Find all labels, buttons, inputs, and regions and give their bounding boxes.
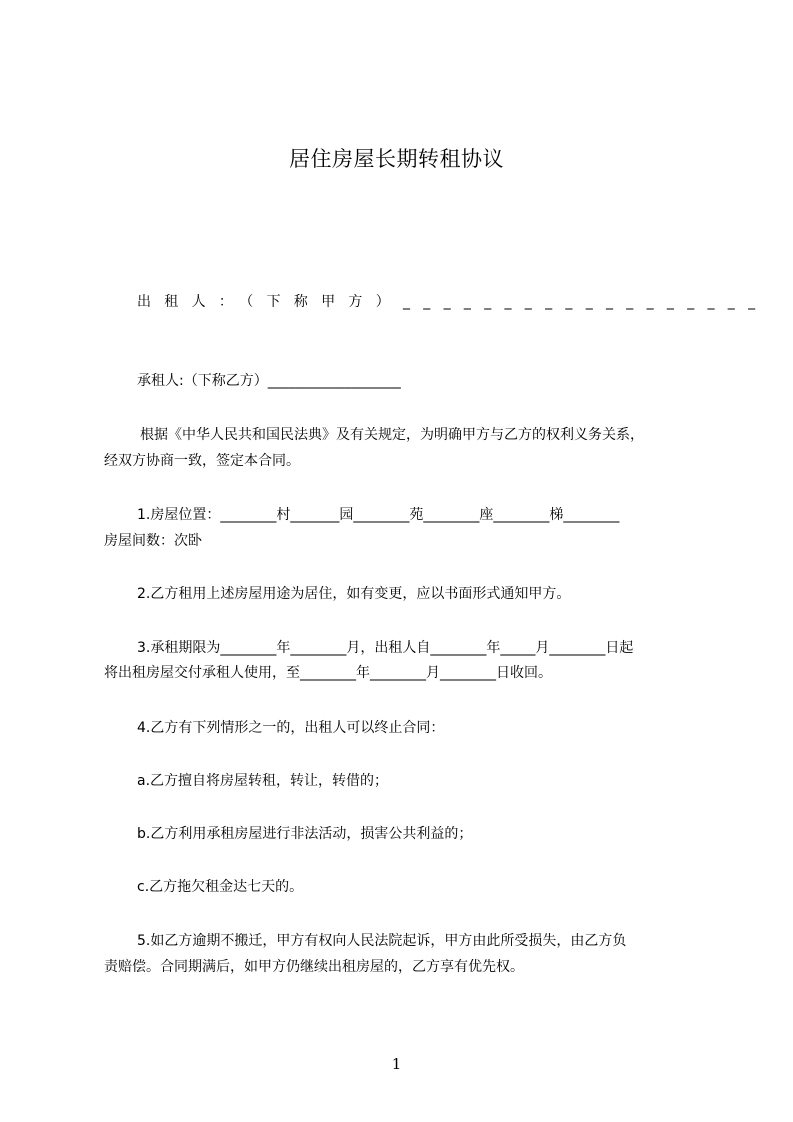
document-title: 居住房屋长期转租协议 — [289, 147, 504, 171]
clause-1-line-2: 房屋间数：次卧 — [104, 533, 202, 549]
clause-3-line-2: 将出租房屋交付承租人使用，至________年________月________日收回。 — [104, 665, 552, 681]
clause-1-line-1: 1.房屋位置：________村_______园________苑________座________梯________ — [137, 507, 620, 523]
page-number: 1 — [391, 1055, 402, 1073]
clause-4c: c.乙方拖欠租金达七天的。 — [137, 879, 304, 895]
clause-5-line-2: 责赔偿。合同期满后，如甲方仍继续出租房屋的，乙方享有优先权。 — [104, 959, 524, 975]
lessor-line: 出租人：（下称甲方）__________________ — [137, 294, 769, 310]
intro-line-1: 根据《中华人民共和国民法典》及有关规定，为明确甲方与乙方的权利义务关系， — [140, 427, 644, 443]
clause-4: 4.乙方有下列情形之一的，出租人可以终止合同： — [137, 720, 445, 736]
clause-2: 2.乙方租用上述房屋用途为居住，如有变更，应以书面形式通知甲方。 — [137, 586, 571, 602]
clause-4b: b.乙方利用承租房屋进行非法活动，损害公共利益的； — [137, 826, 473, 842]
lessee-line: 承租人:（下称乙方）___________________ — [137, 373, 401, 389]
clause-3-line-1: 3.承租期限为________年________月，出租人自________年_____月________日起 — [137, 640, 634, 656]
clause-4a: a.乙方擅自将房屋转租，转让，转借的； — [137, 773, 389, 789]
clause-5-line-1: 5.如乙方逾期不搬迁，甲方有权向人民法院起诉，甲方由此所受损失，由乙方负 — [137, 933, 627, 949]
intro-line-2: 经双方协商一致，签定本合同。 — [104, 453, 300, 469]
